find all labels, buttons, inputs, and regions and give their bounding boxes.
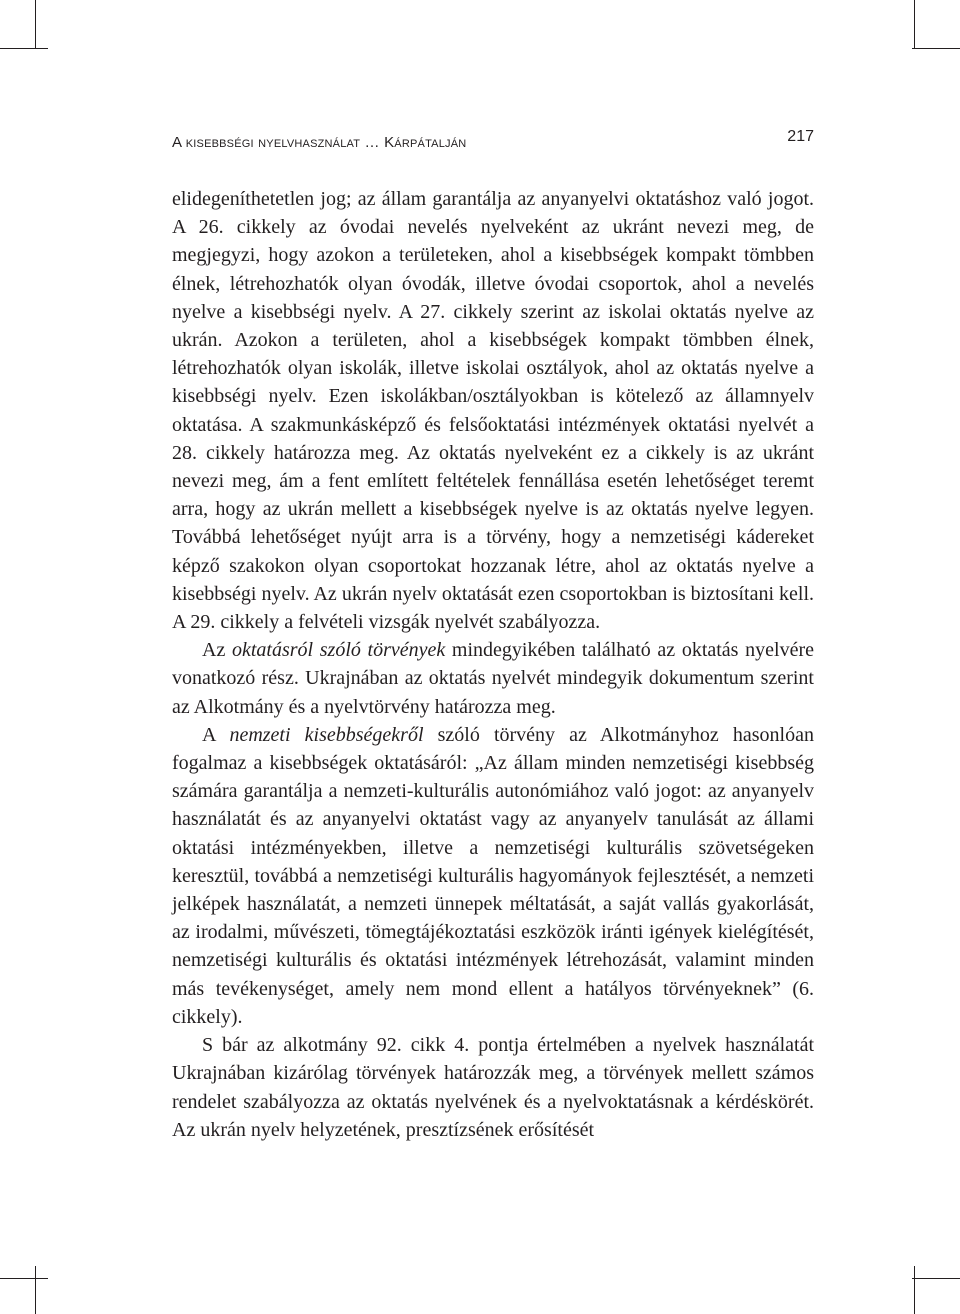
paragraph-2-text-a: Az [202, 639, 232, 662]
crop-mark-bottom-left [35, 1266, 36, 1314]
crop-mark-top-right-horizontal [912, 48, 960, 49]
running-head-title: A kisebbségi nyelvhasználat … Kárpátalján [172, 134, 467, 151]
crop-mark-bottom-right [914, 1266, 915, 1314]
crop-mark-bottom-right-horizontal [912, 1278, 960, 1279]
body-text [172, 185, 814, 1144]
paragraph-3-text-a: A [202, 723, 230, 746]
crop-mark-bottom-left-horizontal [0, 1278, 48, 1279]
crop-mark-top-left [35, 0, 36, 48]
crop-mark-top-right [914, 0, 915, 48]
running-head [172, 134, 466, 151]
paragraph-3-italic-title: nemzeti kisebbségekről [229, 723, 424, 746]
paragraph-2 [172, 636, 814, 721]
paragraph-4 [172, 1031, 814, 1144]
paragraph-1-text: elidegeníthetetlen jog; az állam garantálja az anyanyelvi oktatáshoz való jogot. A 26. cikkely az óvodai nevelés nyelveként az ukránt nevezi meg, de megjegyzi, hogy azokon a területeken, ahol a kisebbségek kompakt tömbben élnek, létrehozhatók olyan óvodák, illetve óvodai csoportok, ahol a nevelés nyelve a kisebbségi nyelv. A 27. cikkely szerint az iskolai oktatás nyelve az ukrán. Azokon a területen, ahol a kisebbségek kompakt tömbben élnek, létrehozhatók olyan iskolák, illetve iskolai osztályok, ahol az oktatás nyelve a kisebbségi nyelv. Ezen iskolákban/osztályokban is kötelező az államnyelv oktatása. A szakmunkásképző és felsőoktatási intézmények oktatási nyelvét a 28. cikkely határozza meg. Az oktatás nyelveként ez a cikkely is az ukránt nevezi meg, ám a fent említett feltételek fennállása esetén lehetőséget teremt arra, hogy az ukrán mellett a kisebbségek nyelve is az oktatás nyelve legyen. Továbbá lehetőséget nyújt arra is a törvény, hogy a nemzetiségi kádereket képző szakokon olyan csoportokat hozzanak létre, ahol az oktatás nyelve a kisebbségi nyelv. Az ukrán nyelv oktatását ezen csoportokban is biztosítani kell. A 29. cikkely a felvételi vizsgák nyelvét szabályozza. [172, 188, 814, 634]
paragraph-4-text: S bár az alkotmány 92. cikk 4. pontja értelmében a nyelvek használatát Ukrajnában kizárólag törvények határozzák meg, a törvények mellett számos rendelet szabályozza az oktatás nyelvének és a nyelvoktatásnak a kérdéskörét. Az ukrán nyelv helyzetének, presztízsének erősítését [172, 1034, 814, 1141]
paragraph-3 [172, 721, 814, 1031]
crop-mark-top-left-horizontal [0, 48, 48, 49]
paragraph-2-italic-title: oktatásról szóló törvények [231, 639, 446, 662]
page-number: 217 [787, 128, 814, 145]
paragraph-2-text-b: mindegyikében található az oktatás nyelvére vonatkozó rész. Ukrajnában az oktatás nyelvét mindegyik dokumentum szerint az Alkotmány és a nyelvtörvény határozza meg. [172, 639, 814, 718]
paragraph-1 [172, 185, 814, 636]
paragraph-3-text-b: szóló törvény az Alkotmányhoz hasonlóan fogalmaz a kisebbségek oktatásáról: „Az állam minden nemzetiségi kisebbség számára garantálja a nemzeti-kulturális autonómiához való jogot: az anyanyelv használatát és az anyanyelvi oktatást vagy az anyanyelv tanulását az állami oktatási intézményekben, illetve a nemzetiségi kulturális szövetségeken keresztül, továbbá a nemzetiségi kulturális hagyományok fejlesztését, a nemzeti jelképek használatát, a nemzeti ünnepek méltatását, a saját vallás gyakorlását, az irodalmi, művészeti, tömegtájékoztatási eszközök iránti igények kielégítését, nemzetiségi kulturális és oktatási intézmények létrehozását, valamint minden más tevékenységet, amely nem mond ellent a hatályos törvényeknek” (6. cikkely). [172, 723, 814, 1028]
